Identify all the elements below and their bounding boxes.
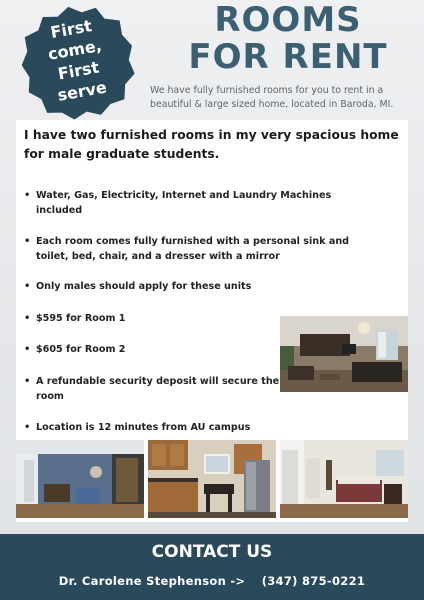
- list-item: [24, 234, 366, 264]
- list-item-text: Only males should apply for these units: [36, 281, 252, 292]
- contact-line: [0, 574, 424, 588]
- bullet-icon: •: [24, 376, 31, 387]
- bedroom-photo: [16, 440, 144, 518]
- list-item-text: $595 for Room 1: [36, 313, 126, 324]
- second-bedroom-photo: [280, 440, 408, 518]
- badge-text: [14, 9, 142, 127]
- list-item: [24, 420, 366, 435]
- bullet-icon: •: [24, 236, 31, 247]
- bullet-icon: •: [24, 344, 31, 355]
- kitchen-photo: [148, 440, 276, 518]
- badge-line-3: First: [56, 57, 101, 84]
- badge-line-2: come,: [46, 35, 104, 64]
- subtitle: We have fully furnished rooms for you to rent in a beautiful & large sized home, located in Baroda, MI.: [150, 85, 394, 110]
- list-item-text: Water, Gas, Electricity, Internet and Laundry Machines included: [36, 190, 332, 216]
- content-card: [16, 120, 408, 522]
- badge-line-1: First: [49, 16, 94, 43]
- page-title: [178, 2, 398, 76]
- contact-title: CONTACT US: [151, 542, 273, 562]
- bullet-icon: •: [24, 422, 31, 433]
- badge-line-4: serve: [56, 77, 109, 105]
- list-item: [24, 188, 366, 218]
- intro-text: I have two furnished rooms in my very spacious home for male graduate students.: [24, 128, 399, 161]
- list-item-text: Each room comes fully furnished with a personal sink and toilet, bed, chair, and a dresser with a mirror: [36, 236, 350, 262]
- living-room-photo: [280, 316, 408, 392]
- list-item: [24, 279, 366, 294]
- bullet-icon: •: [24, 281, 31, 292]
- contact-phone[interactable]: (347) 875-0221: [261, 574, 366, 588]
- list-item-text: Location is 12 minutes from AU campus: [36, 422, 251, 433]
- list-item-text: A refundable security deposit will secure the room: [36, 376, 280, 402]
- bullet-icon: •: [24, 313, 31, 324]
- bullet-icon: •: [24, 190, 31, 201]
- title-line-2: FOR RENT: [188, 37, 388, 77]
- list-item-text: $605 for Room 2: [36, 344, 126, 355]
- title-line-1: ROOMS: [214, 0, 362, 40]
- contact-name: Dr. Carolene Stephenson ->: [58, 574, 246, 588]
- list-item: [24, 374, 286, 404]
